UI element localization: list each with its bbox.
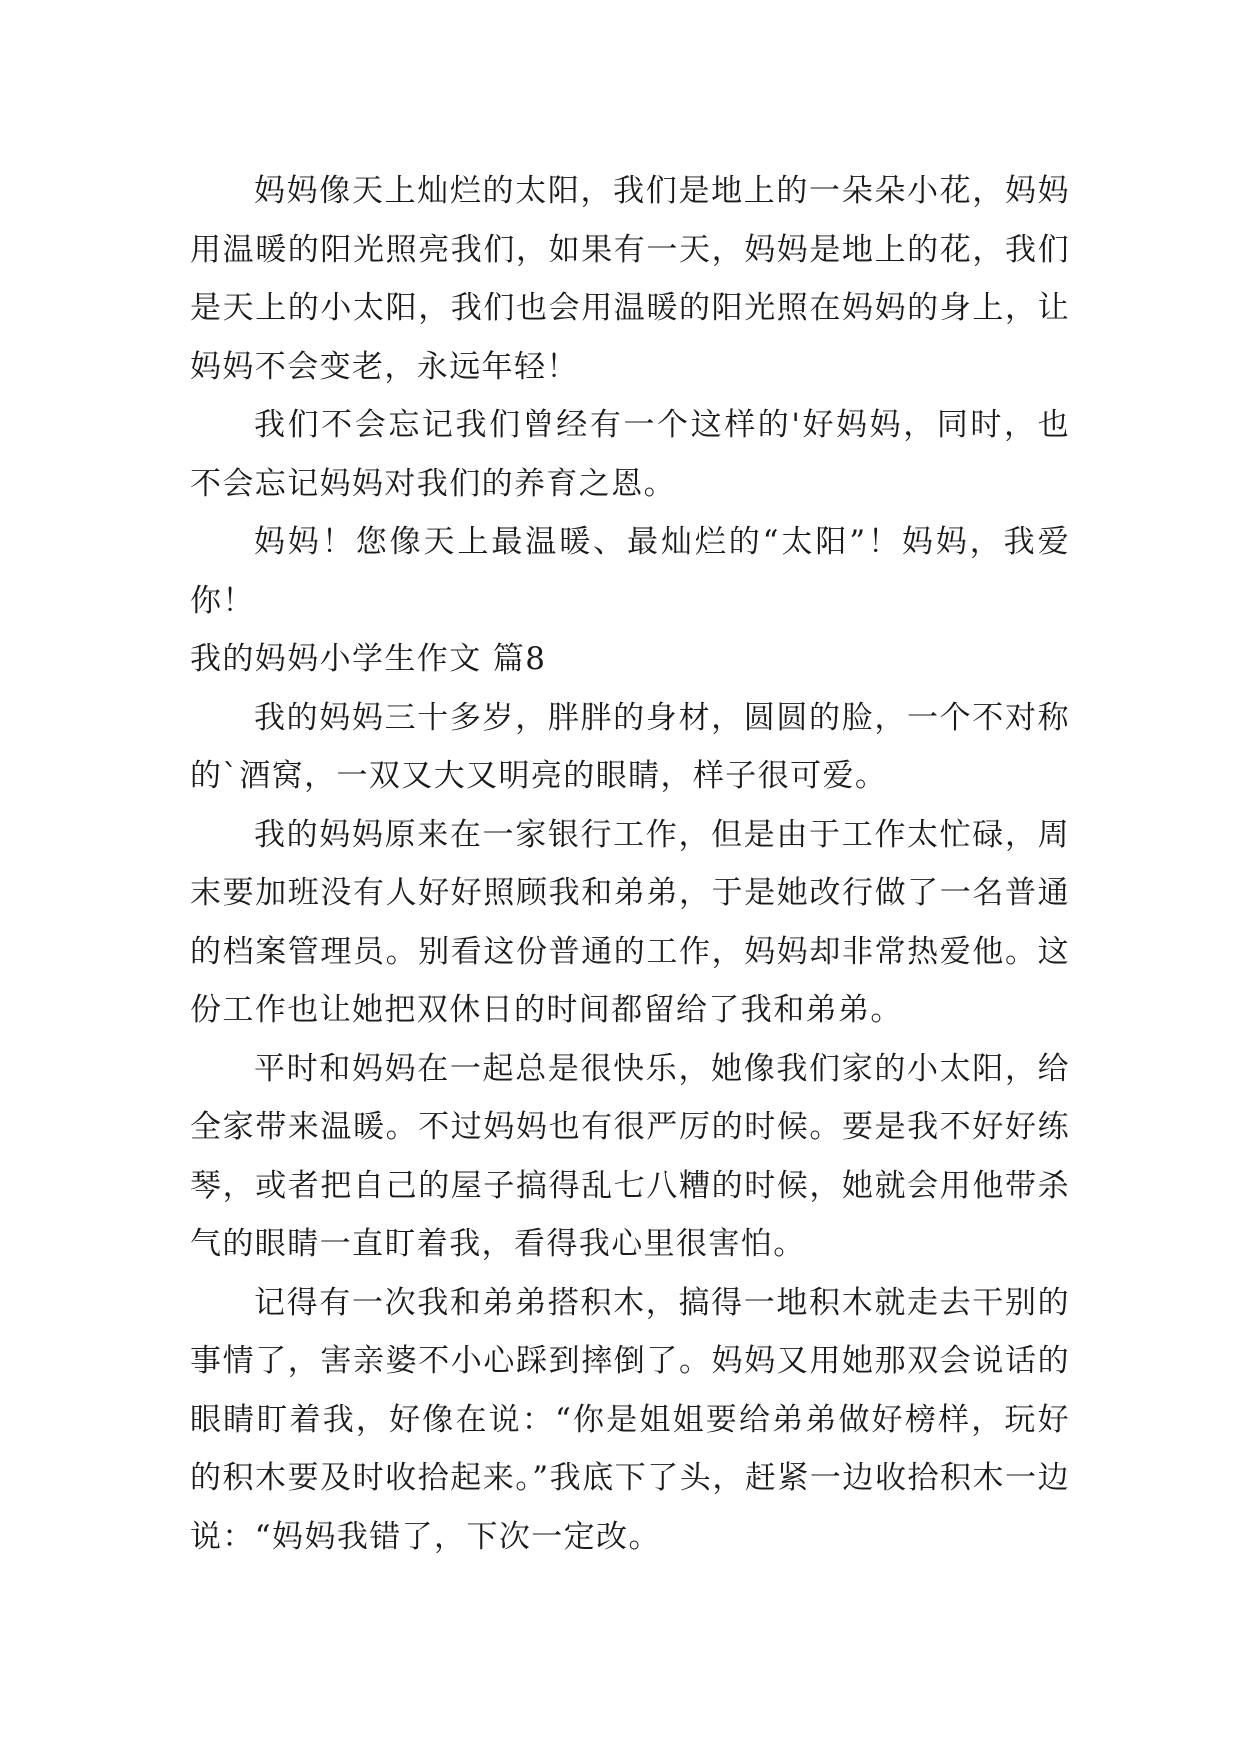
section-heading: 我的妈妈小学生作文 篇8	[190, 641, 547, 677]
paragraph: 我们不会忘记我们曾经有一个这样的'好妈妈，同时，也不会忘记妈妈对我们的养育之恩。	[190, 407, 1070, 502]
paragraph: 平时和妈妈在一起总是很快乐，她像我们家的小太阳，给全家带来温暖。不过妈妈也有很严厉的时候。要是我不好好练琴，或者把自己的屋子搞得乱七八糟的时候，她就会用他带杀气的眼睛一直盯着我，看得我心里很害怕。	[190, 1050, 1070, 1262]
paragraph: 我的妈妈原来在一家银行工作，但是由于工作太忙碌，周末要加班没有人好好照顾我和弟弟，于是她改行做了一名普通的档案管理员。别看这份普通的工作，妈妈却非常热爱他。这份工作也让她把双休日的时间都留给了我和弟弟。	[190, 816, 1070, 1028]
paragraph: 妈妈像天上灿烂的太阳，我们是地上的一朵朵小花，妈妈用温暖的阳光照亮我们，如果有一天，妈妈是地上的花，我们是天上的小太阳，我们也会用温暖的阳光照在妈妈的身上，让妈妈不会变老，永远年轻！	[190, 173, 1070, 385]
paragraph: 记得有一次我和弟弟搭积木，搞得一地积木就走去干别的事情了，害亲婆不小心踩到摔倒了。妈妈又用她那双会说话的眼睛盯着我，好像在说：“你是姐姐要给弟弟做好榜样，玩好的积木要及时收拾起来。”我底下了头，赶紧一边收拾积木一边说：“妈妈我错了，下次一定改。	[190, 1284, 1070, 1555]
paragraph: 妈妈！您像天上最温暖、最灿烂的“太阳”！妈妈，我爱你！	[190, 524, 1070, 619]
paragraph: 我的妈妈三十多岁，胖胖的身材，圆圆的脸，一个不对称的`酒窝，一双又大又明亮的眼睛，样子很可爱。	[190, 699, 1070, 794]
document-page	[190, 162, 1070, 1566]
